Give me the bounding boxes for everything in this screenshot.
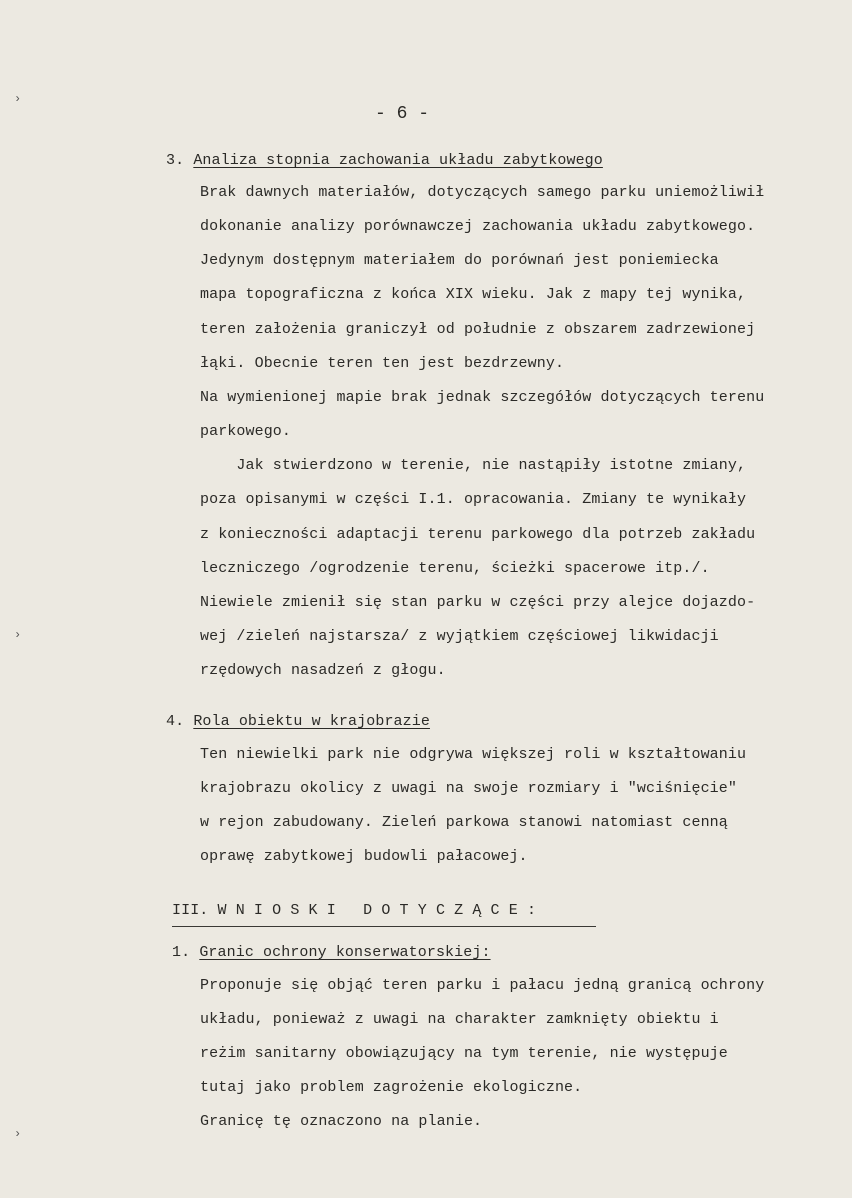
section-3-title: Analiza stopnia zachowania układu zabytkowego	[193, 152, 603, 169]
text-line: parkowego.	[200, 423, 292, 440]
text-line: Jedynym dostępnym materiałem do porównań jest poniemiecka	[200, 252, 719, 269]
text-line: leczniczego /ogrodzenie terenu, ścieżki spacerowe itp./.	[200, 560, 710, 577]
text-line: Granicę tę oznaczono na planie.	[200, 1113, 483, 1130]
text-line: tutaj jako problem zagrożenie ekologiczne.	[200, 1079, 583, 1096]
margin-tick: ›	[14, 1127, 22, 1141]
text-line: poza opisanymi w części I.1. opracowania. Zmiany te wynikały	[200, 491, 747, 508]
text-line: dokonanie analizy porównawczej zachowania układu zabytkowego.	[200, 218, 756, 235]
page-number: - 6 -	[375, 104, 430, 124]
heading-underline	[172, 926, 596, 927]
text-line: łąki. Obecnie teren ten jest bezdrzewny.	[200, 355, 565, 372]
section-4-title: Rola obiektu w krajobrazie	[193, 713, 430, 730]
text-line: Niewiele zmienił się stan parku w części przy alejce dojazdo-	[200, 594, 756, 611]
text-line: mapa topograficzna z końca XIX wieku. Jak z mapy tej wynika,	[200, 286, 747, 303]
section-iii-heading: III. W N I O S K I D O T Y C Z Ą C E :	[172, 902, 537, 919]
text-line: układu, ponieważ z uwagi na charakter zamknięty obiektu i	[200, 1011, 719, 1028]
subsection-1-number: 1.	[172, 944, 191, 961]
text-line: Na wymienionej mapie brak jednak szczegółów dotyczących terenu	[200, 389, 765, 406]
text-line: reżim sanitarny obowiązujący na tym terenie, nie występuje	[200, 1045, 728, 1062]
section-4-number: 4.	[166, 713, 185, 730]
subsection-1-title: Granic ochrony konserwatorskiej:	[199, 944, 491, 961]
text-line: rzędowych nasadzeń z głogu.	[200, 662, 446, 679]
text-line: Proponuje się objąć teren parku i pałacu jedną granicą ochrony	[200, 977, 765, 994]
text-line: Ten niewielki park nie odgrywa większej roli w kształtowaniu	[200, 746, 747, 763]
text-line: Jak stwierdzono w terenie, nie nastąpiły istotne zmiany,	[200, 457, 747, 474]
text-line: teren założenia graniczył od południe z obszarem zadrzewionej	[200, 321, 756, 338]
text-line: krajobrazu okolicy z uwagi na swoje rozmiary i "wciśnięcie"	[200, 780, 737, 797]
section-3-number: 3.	[166, 152, 185, 169]
margin-tick: ›	[14, 628, 22, 642]
text-line: Brak dawnych materiałów, dotyczących samego parku uniemożliwił	[200, 184, 765, 201]
section-3-heading	[166, 152, 603, 170]
text-line: wej /zieleń najstarsza/ z wyjątkiem częściowej likwidacji	[200, 628, 719, 645]
text-line: z konieczności adaptacji terenu parkowego dla potrzeb zakładu	[200, 526, 756, 543]
margin-tick: ›	[14, 92, 22, 106]
text-line: w rejon zabudowany. Zieleń parkowa stanowi natomiast cenną	[200, 814, 728, 831]
text-line: oprawę zabytkowej budowli pałacowej.	[200, 848, 528, 865]
subsection-1-heading	[172, 944, 491, 962]
section-4-heading	[166, 713, 430, 731]
